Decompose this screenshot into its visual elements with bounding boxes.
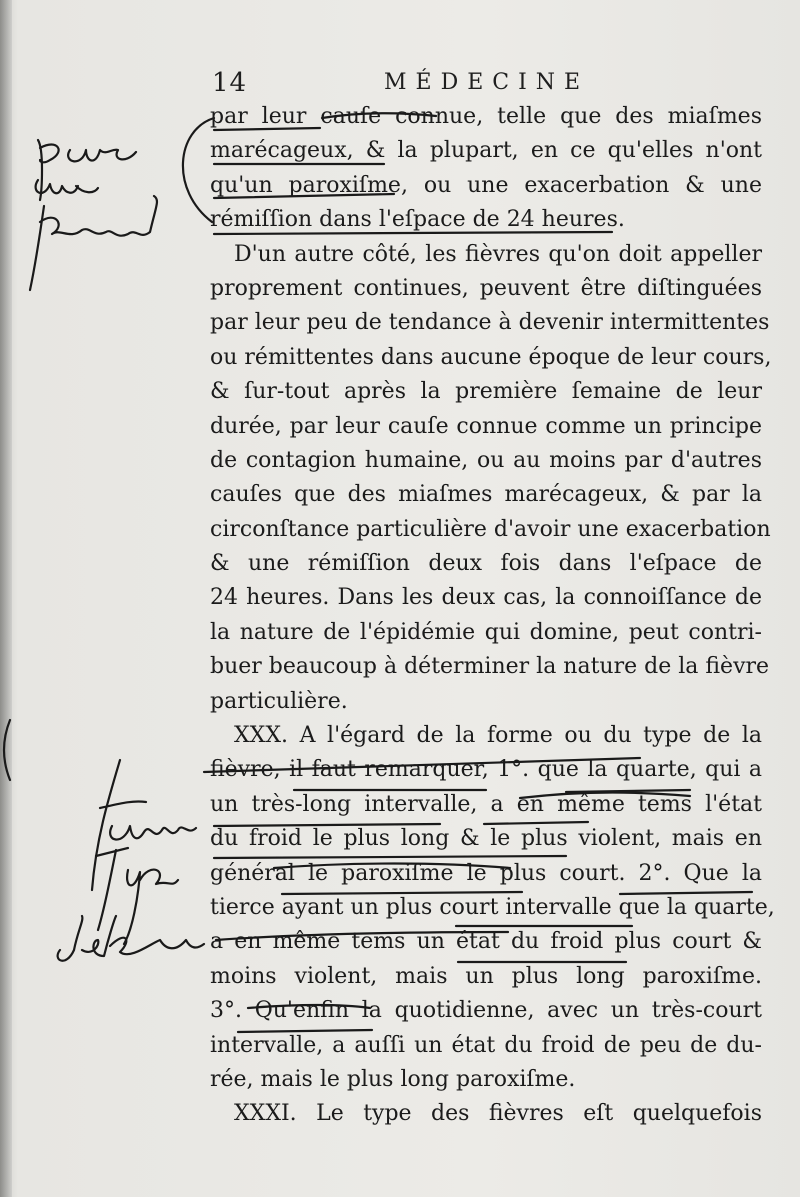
text-line: durée, par leur cauſe connue comme un principe bbox=[210, 413, 762, 439]
text-line: du froid le plus long & le plus violent, mais en bbox=[210, 826, 762, 852]
section-heading-line: XXX. A l'égard de la forme ou du type de la bbox=[234, 723, 762, 749]
text-line: cauſes que des miaſmes marécageux, & par la bbox=[210, 482, 762, 508]
text-line: particulière. bbox=[210, 688, 348, 714]
text-line: circonſtance particulière d'avoir une exacerbation bbox=[210, 516, 771, 542]
section-heading-line: XXXI. Le type des fièvres eſt quelquefois bbox=[234, 1101, 762, 1127]
text-line: proprement continues, peuvent être diſtinguées bbox=[210, 275, 762, 301]
text-line: 3°. Qu'enfin la quotidienne, avec un très-court bbox=[210, 998, 762, 1024]
text-line: intervalle, a auſſi un état du froid de peu de du- bbox=[210, 1032, 762, 1058]
binding-gutter bbox=[0, 0, 12, 1197]
text-line: & ſur-tout après la première ſemaine de leur bbox=[210, 379, 762, 405]
text-line: 24 heures. Dans les deux cas, la connoiſſance de bbox=[210, 585, 762, 611]
text-line: marécageux, & la plupart, en ce qu'elles n'ont bbox=[210, 138, 762, 164]
text-line: qu'un paroxiſme, ou une exacerbation & une bbox=[210, 172, 762, 198]
page-number: 14 bbox=[212, 68, 248, 98]
margin-note-bottom bbox=[58, 760, 204, 961]
running-title: MÉDECINE bbox=[384, 70, 590, 95]
text-line: un très-long intervalle, a en même tems l'état bbox=[210, 791, 762, 817]
text-line: par leur cauſe connue, telle que des miaſmes bbox=[210, 104, 762, 129]
text-line: D'un autre côté, les fièvres qu'on doit appeller bbox=[234, 241, 762, 267]
text-line: rémiſſion dans l'eſpace de 24 heures. bbox=[210, 207, 625, 233]
text-line: général le paroxiſme le plus court. 2°. Que la bbox=[210, 860, 762, 886]
text-line: buer beaucoup à déterminer la nature de la fièvre bbox=[210, 654, 770, 680]
text-line: la nature de l'épidémie qui domine, peut contri- bbox=[210, 619, 762, 645]
text-line: moins violent, mais un plus long paroxiſme. bbox=[210, 963, 762, 989]
text-line: fièvre, il faut remarquer, 1°. que la quarte, qui a bbox=[210, 757, 762, 783]
text-line: ou rémittentes dans aucune époque de leur cours, bbox=[210, 344, 772, 370]
text-line: tierce ayant un plus court intervalle que la quarte, bbox=[210, 894, 775, 920]
text-line: par leur peu de tendance à devenir intermittentes bbox=[210, 310, 770, 336]
margin-note-top bbox=[30, 140, 157, 290]
text-line: & une rémiſſion deux fois dans l'eſpace de bbox=[210, 551, 762, 577]
text-line: a en même tems un état du froid plus court & bbox=[210, 929, 762, 955]
page-header bbox=[206, 62, 760, 96]
text-line: de contagion humaine, ou au moins par d'autres bbox=[210, 447, 762, 473]
text-line: rée, mais le plus long paroxiſme. bbox=[210, 1066, 576, 1092]
body-text bbox=[210, 100, 775, 1132]
